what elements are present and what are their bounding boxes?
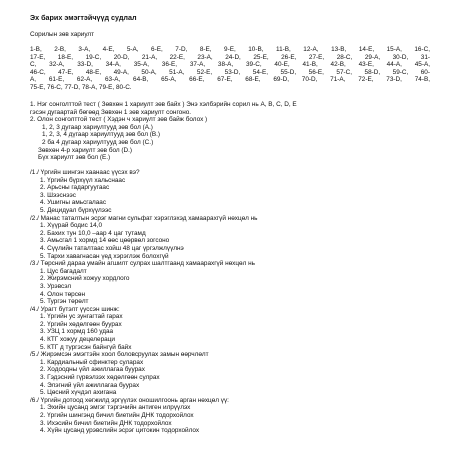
answer-key: [30, 46, 430, 92]
answer-key-line: 1-В, 2-В, 3-А, 4-Е, 5-А, 6-Е, 7-D, 8-Е, 9-Е, 10-В, 11-В, 12-А, 13-В, 14-Е, 15-А, 16-С,: [30, 46, 430, 53]
question-title: /3./ Төрсний дараа умайн агшилт сулрах шалтгаанд хамаарахгүй нөхцөл нь: [30, 260, 255, 268]
question-option: 2. Арьсны гадаргуугаас: [40, 184, 110, 192]
question-option: 2. Үргийн хөдөлгөөн буурах: [40, 320, 122, 328]
question-option: 3. Амьсгал 1 хормд 14 өөс цөөрвөл зогсоно: [40, 237, 170, 245]
instruction-line: 2. Олон сонголттой тест ( Хэдэн ч хариулт зөв байж болох ): [30, 116, 208, 124]
question-option: 2. Жирэмсний хожуу хордлого: [40, 275, 130, 283]
instruction-option: 1, 2, 3 дугаар хариултууд зөв бол (А.): [42, 123, 153, 131]
question-option: 1. Цус багадалт: [40, 267, 87, 275]
answer-key-line: А, 61-Е, 62-А, 63-А, 64-В, 65-А, 66-Е, 67-Е, 68-Е, 69-D, 70-D, 71-А, 72-Е, 73-D, 74-В,: [30, 76, 430, 84]
question-list: [30, 169, 435, 435]
instruction-line: 1. Нэг сонголттой тест ( Зөвхөн 1 хариулт зөв байх ) Энэ хэлбэрийн сорил нь А, В, С, D, Е: [30, 101, 297, 108]
question-option: 3. УЗЦ 1 хормд 160 удаа: [40, 328, 114, 336]
question-title: /1./ Үргийн шингэн хаанаас үүсэх вэ?: [30, 169, 140, 176]
question-title: /2./ Манас таталтын эсрэг магни сульфат хэрэглэхэд хамаарахгүй нөхцөл нь: [30, 214, 258, 222]
question-option: 1. Үргийн бүрхүүл хальснаас: [40, 176, 126, 184]
question-option: 1. Хүүрай бодис 14,0: [40, 222, 102, 230]
instruction-option: 2 ба 4 дүгаар хариултууд зөв бол (С.): [42, 138, 154, 146]
document-title: Эх барих эмэгтэйчүүд судлал: [30, 13, 137, 22]
question-option: 2. Ходоодны үйл ажиллагаа буурах: [40, 366, 145, 374]
answer-key-line: 17-Е, 18-Е, 19-С, 20-D, 21-А, 22-Е, 23-А, 24-D, 25-Е, 26-Е, 27-Е, 28-С, 29-А, 30-D, 31-: [30, 53, 430, 61]
question-option: 1. Кардиальный сфинктер суларах: [40, 358, 144, 366]
instruction-option: Бүх хариулт зөв бол (Е.): [38, 154, 111, 162]
question-option: 5. КТГ д тургэсэн байнгүй байх: [40, 343, 132, 351]
instruction-line: гэсэн дугаартай бөгөөд Зөвхөн 1 зөв хариулт сонгоно.: [30, 108, 192, 116]
question-option: 4. Олон төрсөн: [40, 290, 85, 298]
question-option: 3. Шээснээс: [40, 191, 76, 199]
question-option: 4. КТГ хожуу децелераци: [40, 336, 115, 344]
question-option: 2. Үргийн шингэнд бичил биетийн ДНК тодорхойлох: [40, 412, 194, 419]
answer-key-line: 75-Е, 76-С, 77-D, 78-А, 79-Е, 80-С.: [30, 83, 132, 91]
question-option: 4. Сүүлийн таталтаас хойш 48 цаг үргэлжлүүлнэ: [40, 244, 184, 252]
question-option: 4. Элэгний үйл ажиллагаа буурах: [40, 381, 140, 389]
question-option: 5. Цөсний хүчдэл ахигана: [40, 389, 117, 397]
question-option: 5. Тургэн төрөлт: [40, 298, 89, 306]
answer-key-heading: Сорилын зөв хариулт: [30, 31, 95, 38]
answer-key-line: С, 32-А, 33-D, 34-А, 35-А, 36-Е, 37-А, 38-А, 39-С, 40-Е, 41-В, 42-В, 43-Е, 44-А, 45-А,: [30, 61, 430, 69]
question-option: 3. Гэдэсний гүрвэлзэх хөдөлгөөн сулрах: [40, 374, 160, 382]
question-option: 2. Бахих тун 10,0 –аар 4 цаг тутамд: [40, 229, 146, 237]
question-option: 5. Децидуал бүрхүүлээс: [40, 206, 112, 214]
test-instructions: [30, 101, 435, 162]
answer-key-line: 46-С, 47-Е, 48-Е, 49-А, 50-А, 51-А, 52-Е, 53-D, 54-Е, 55-D, 56-Е, 57-С, 58-D, 59-С, 60-: [30, 68, 430, 76]
question-option: 4. Ушигны амьсгалаас: [40, 199, 107, 207]
question-title: /6./ Үргийн дотоод хөгжилд эргүүлэх оношилгоонь арган нөхцөл үү:: [30, 396, 229, 404]
question-option: 3. Ихэсийн бичил биетийн ДНК тодорхойлох: [40, 419, 172, 427]
question-title: /5./ Жирэмсэн эмэгтэйн хоол боловсруулах замын өөрчлөлт: [30, 351, 209, 359]
instruction-option: Зөвхөн 4-р хариулт зөв бол (D.): [38, 146, 133, 154]
question-option: 5. Тархи хавагнасан үед хэрэглэж болохгүй: [40, 252, 169, 260]
question-option: 3. Урэвсэл: [40, 282, 72, 290]
question-option: 4. Хүйн цусанд урэвслийн эсрэг цитокин тодорхойлох: [40, 427, 200, 435]
question-option: 1. Эхийн цусанд эмгэг тэргэчийн антиген илрүүлэх: [40, 404, 191, 412]
instruction-option: 1, 2, 3, 4 дүгаар хариултууд зөв бол (В.): [42, 131, 160, 139]
question-option: 1. Үргийн ус зунгагтай гарах: [40, 313, 123, 321]
question-title: /4./ Урагт бүтэлт үүссэн шинж:: [30, 305, 120, 313]
